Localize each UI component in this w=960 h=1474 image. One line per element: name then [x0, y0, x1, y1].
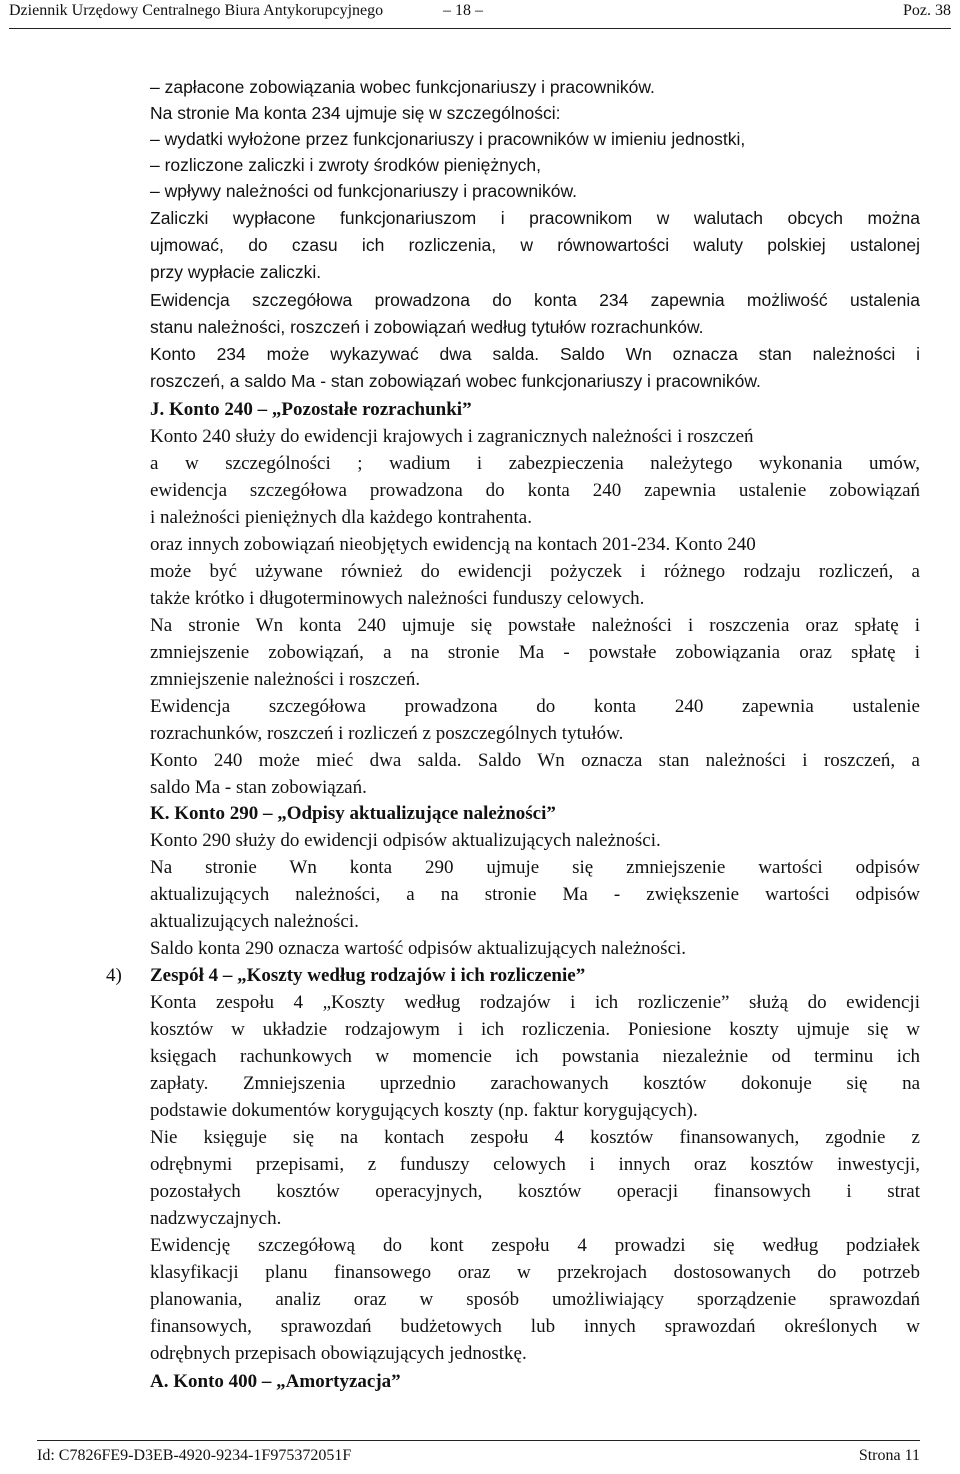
list-number: 4) — [106, 965, 122, 986]
text-line: rozrachunków, roszczeń i rozliczeń z poszczególnych tytułów. — [150, 723, 624, 744]
text-line: – zapłacone zobowiązania wobec funkcjonariuszy i pracowników. — [150, 77, 655, 97]
page-label: Strona 11 — [858, 1447, 920, 1464]
text-line: Konta zespołu 4 „Koszty według rodzajów i ich rozliczenie” służą do ewidencji — [150, 992, 920, 1013]
text-line: saldo Ma - stan zobowiązań. — [150, 777, 367, 798]
page-header — [9, 0, 951, 29]
text-line: odrębnymi przepisami, z funduszy celowych i innych oraz kosztów inwestycji, — [150, 1154, 920, 1175]
text-line: a w szczególności ; wadium i zabezpieczenia należytego wykonania umów, — [150, 453, 920, 474]
text-line: – rozliczone zaliczki i zwroty środków pieniężnych, — [150, 155, 541, 175]
text-line: oraz innych zobowiązań nieobjętych ewidencją na kontach 201-234. Konto 240 — [150, 534, 756, 555]
text-line: odrębnych przepisach obowiązujących jednostkę. — [150, 1343, 527, 1364]
text-line: przy wypłacie zaliczki. — [150, 262, 322, 282]
text-line: Na stronie Wn konta 240 ujmuje się powstałe należności i roszczenia oraz spłatę i — [150, 615, 920, 636]
text-line: księgach rachunkowych w momencie ich powstania niezależnie od terminu ich — [150, 1046, 920, 1067]
text-line: aktualizujących należności, a na stronie Ma - zwiększenie wartości odpisów — [150, 884, 920, 905]
text-line: i należności pieniężnych dla każdego kontrahenta. — [150, 507, 532, 528]
text-line: Konto 290 służy do ewidencji odpisów aktualizujących należności. — [150, 830, 661, 851]
text-line: Ewidencja szczegółowa prowadzona do konta 234 zapewnia możliwość ustalenia — [150, 290, 920, 310]
text-line: Konto 240 może mieć dwa salda. Saldo Wn oznacza stan należności i roszczeń, a — [150, 750, 920, 771]
page-number: – 18 – — [443, 2, 483, 19]
text-line: planowania, analiz oraz w sposób umożliwiający sporządzenie sprawozdań — [150, 1289, 920, 1310]
text-line: Ewidencja szczegółowa prowadzona do konta 240 zapewnia ustalenie — [150, 696, 920, 717]
journal-title: Dziennik Urzędowy Centralnego Biura Antykorupcyjnego — [9, 2, 384, 19]
section-heading-j: J. Konto 240 – „Pozostałe rozrachunki” — [150, 399, 472, 420]
text-line: ewidencja szczegółowa prowadzona do konta 240 zapewnia ustalenie zobowiązań — [150, 480, 920, 501]
text-line: zapłaty. Zmniejszenia uprzednio zarachowanych kosztów dokonuje się na — [150, 1073, 920, 1094]
text-line: Ewidencję szczegółową do kont zespołu 4 prowadzi się według podziałek — [150, 1235, 920, 1256]
document-id: Id: C7826FE9-D3EB-4920-9234-1F975372051F — [37, 1447, 352, 1464]
text-line: może być używane również do ewidencji pożyczek i różnego rodzaju rozliczeń, a — [150, 561, 920, 582]
section-heading-a: A. Konto 400 – „Amortyzacja” — [150, 1371, 401, 1392]
text-line: stanu należności, roszczeń i zobowiązań według tytułów rozrachunków. — [150, 317, 704, 337]
position-number: Poz. 38 — [903, 2, 951, 19]
text-line: Zaliczki wypłacone funkcjonariuszom i pracownikom w walutach obcych można — [150, 208, 920, 228]
text-line: roszczeń, a saldo Ma - stan zobowiązań wobec funkcjonariuszy i pracowników. — [150, 371, 761, 391]
text-line: także krótko i długoterminowych należności funduszy celowych. — [150, 588, 645, 609]
section-heading-zespol-4: Zespół 4 – „Koszty według rodzajów i ich rozliczenie” — [150, 965, 586, 986]
text-line: finansowych, sprawozdań budżetowych lub innych sprawozdań określonych w — [150, 1316, 920, 1337]
page-footer — [37, 1440, 920, 1474]
text-line: Na stronie Ma konta 234 ujmuje się w szczególności: — [150, 103, 561, 123]
text-line: Nie księguje się na kontach zespołu 4 kosztów finansowanych, zgodnie z — [150, 1127, 920, 1148]
text-line: zmniejszenie należności i roszczeń. — [150, 669, 421, 690]
text-line: klasyfikacji planu finansowego oraz w przekrojach dostosowanych do potrzeb — [150, 1262, 920, 1283]
section-heading-k: K. Konto 290 – „Odpisy aktualizujące należności” — [150, 803, 556, 824]
text-line: ujmować, do czasu ich rozliczenia, w równowartości waluty polskiej ustalonej — [150, 235, 920, 255]
text-line: Saldo konta 290 oznacza wartość odpisów aktualizujących należności. — [150, 938, 687, 959]
text-line: aktualizujących należności. — [150, 911, 359, 932]
text-line: – wydatki wyłożone przez funkcjonariuszy i pracowników w imieniu jednostki, — [150, 129, 746, 149]
text-line: kosztów w układzie rodzajowym i ich rozliczenia. Poniesione koszty ujmuje się w — [150, 1019, 920, 1040]
text-line: Konto 234 może wykazywać dwa salda. Saldo Wn oznacza stan należności i — [150, 344, 920, 364]
text-line: pozostałych kosztów operacyjnych, kosztów operacji finansowych i strat — [150, 1181, 920, 1202]
text-line: – wpływy należności od funkcjonariuszy i pracowników. — [150, 181, 578, 201]
text-line: nadzwyczajnych. — [150, 1208, 282, 1229]
text-line: podstawie dokumentów korygujących koszty (np. faktur korygujących). — [150, 1100, 698, 1121]
text-line: Na stronie Wn konta 290 ujmuje się zmniejszenie wartości odpisów — [150, 857, 920, 878]
text-line: Konto 240 służy do ewidencji krajowych i zagranicznych należności i roszczeń — [150, 426, 754, 447]
text-line: zmniejszenie zobowiązań, a na stronie Ma - powstałe zobowiązania oraz spłatę i — [150, 642, 920, 663]
